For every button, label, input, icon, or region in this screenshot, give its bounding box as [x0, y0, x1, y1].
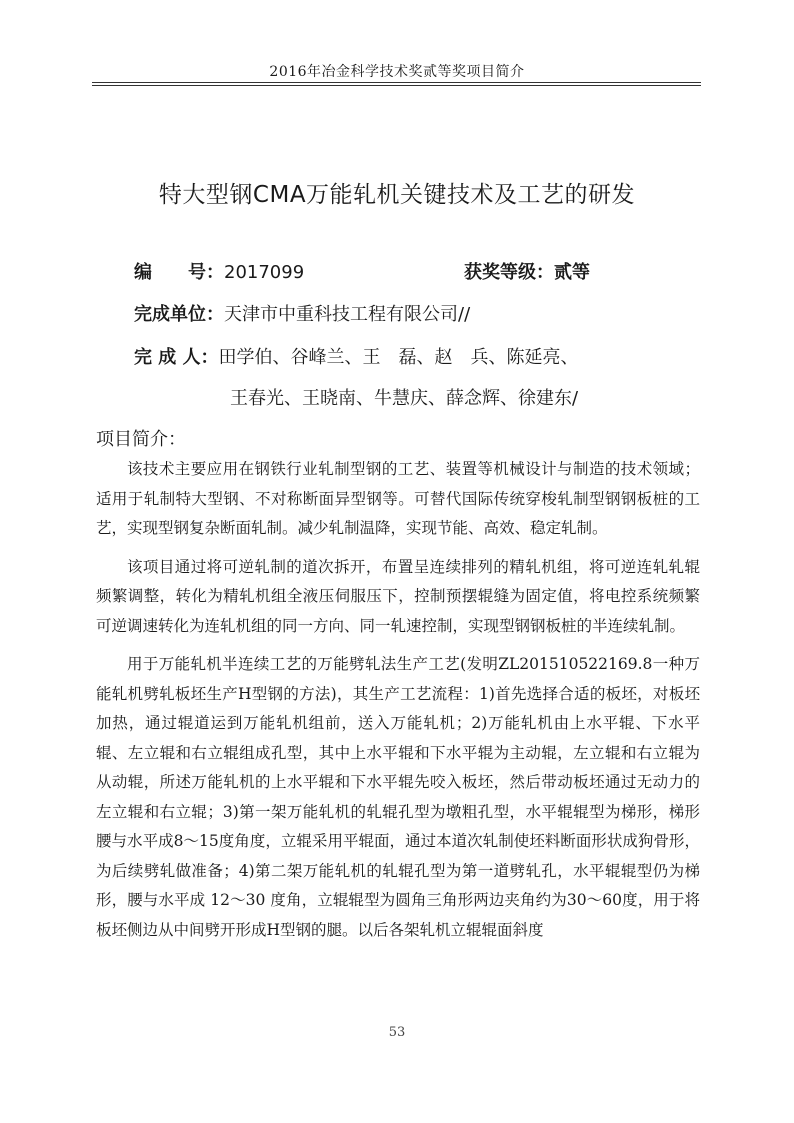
people-line-1: 田学伯、谷峰兰、王 磊、赵 兵、陈延亮、 [218, 347, 579, 368]
intro-paragraph-2: 该项目通过将可逆轧制的道次拆开，布置呈连续排列的精轧机组，将可逆连轧轧辊频繁调整，转化为精轧机组全液压伺服压下，控制预摆辊缝为固定值，将电控系统频繁可逆调速转化为连轧机组的同一方向、同一轧速控制，实现型钢钢板桩的半连续轧制。 [96, 557, 700, 635]
header-rule-top [92, 82, 701, 83]
number-label: 编 号： [134, 262, 224, 283]
people-label: 完 成 人： [134, 347, 219, 368]
intro-paragraph-1: 该技术主要应用在钢铁行业轧制型钢的工艺、装置等机械设计与制造的技术领域；适用于轧制特大型钢、不对称断面异型钢等。可替代国际传统穿梭轧制型钢钢板桩的工艺，实现型钢复杂断面轧制。减少轧制温降，实现节能、高效、稳定轧制。 [96, 460, 700, 537]
unit-row [134, 300, 470, 326]
people-line-2: 王春光、王晓南、牛慧庆、薛念辉、徐建东/ [230, 388, 579, 409]
people-row [134, 343, 579, 369]
page-number: 53 [388, 1025, 406, 1040]
intro-body [96, 455, 700, 945]
award-label: 获奖等级： [464, 262, 554, 283]
award-row [464, 258, 590, 284]
unit-value: 天津市中重科技工程有限公司// [224, 304, 471, 325]
unit-label: 完成单位： [134, 304, 224, 325]
page-header: 2016年冶金科学技术奖贰等奖项目简介 [269, 64, 525, 80]
number-row [134, 258, 304, 284]
header-rule-bottom [92, 85, 701, 86]
intro-paragraph-3: 用于万能轧机半连续工艺的万能劈轧法生产工艺(发明ZL201510522169.8一种万能轧机劈轧板坯生产H型钢的方法)，其生产工艺流程：1)首先选择合适的板坯，对板坯加热，通过辊道运到万能轧机组前，送入万能轧机；2)万能轧机由上水平辊、下水平辊、左立辊和右立辊组成孔型，其中上水平辊和下水平辊为主动辊，左立辊和右立辊为从动辊，所述万能轧机的上水平辊和下水平辊先咬入板坯，然后带动板坯通过无动力的左立辊和右立辊；3)第一架万能轧机的轧辊孔型为墩粗孔型，水平辊辊型为梯形，梯形腰与水平成8～15度角度，立辊采用平辊面，通过本道次轧制使坯料断面形状成狗骨形，为后续劈轧做准备；4)第二架万能轧机的轧辊孔型为第一道劈轧孔，水平辊辊型仍为梯形，腰与水平成 12～30 度角，立辊辊型为圆角三角形两边夹角约为30～60度，用于将板坯侧边从中间劈开形成H型钢的腿。以后各架轧机立辊辊面斜度 [96, 655, 700, 939]
document-title: 特大型钢CMA万能轧机关键技术及工艺的研发 [158, 182, 636, 208]
people-row-2 [230, 384, 578, 410]
award-value: 贰等 [554, 262, 590, 283]
number-value: 2017099 [224, 262, 305, 283]
intro-heading: 项目简介： [96, 429, 186, 450]
